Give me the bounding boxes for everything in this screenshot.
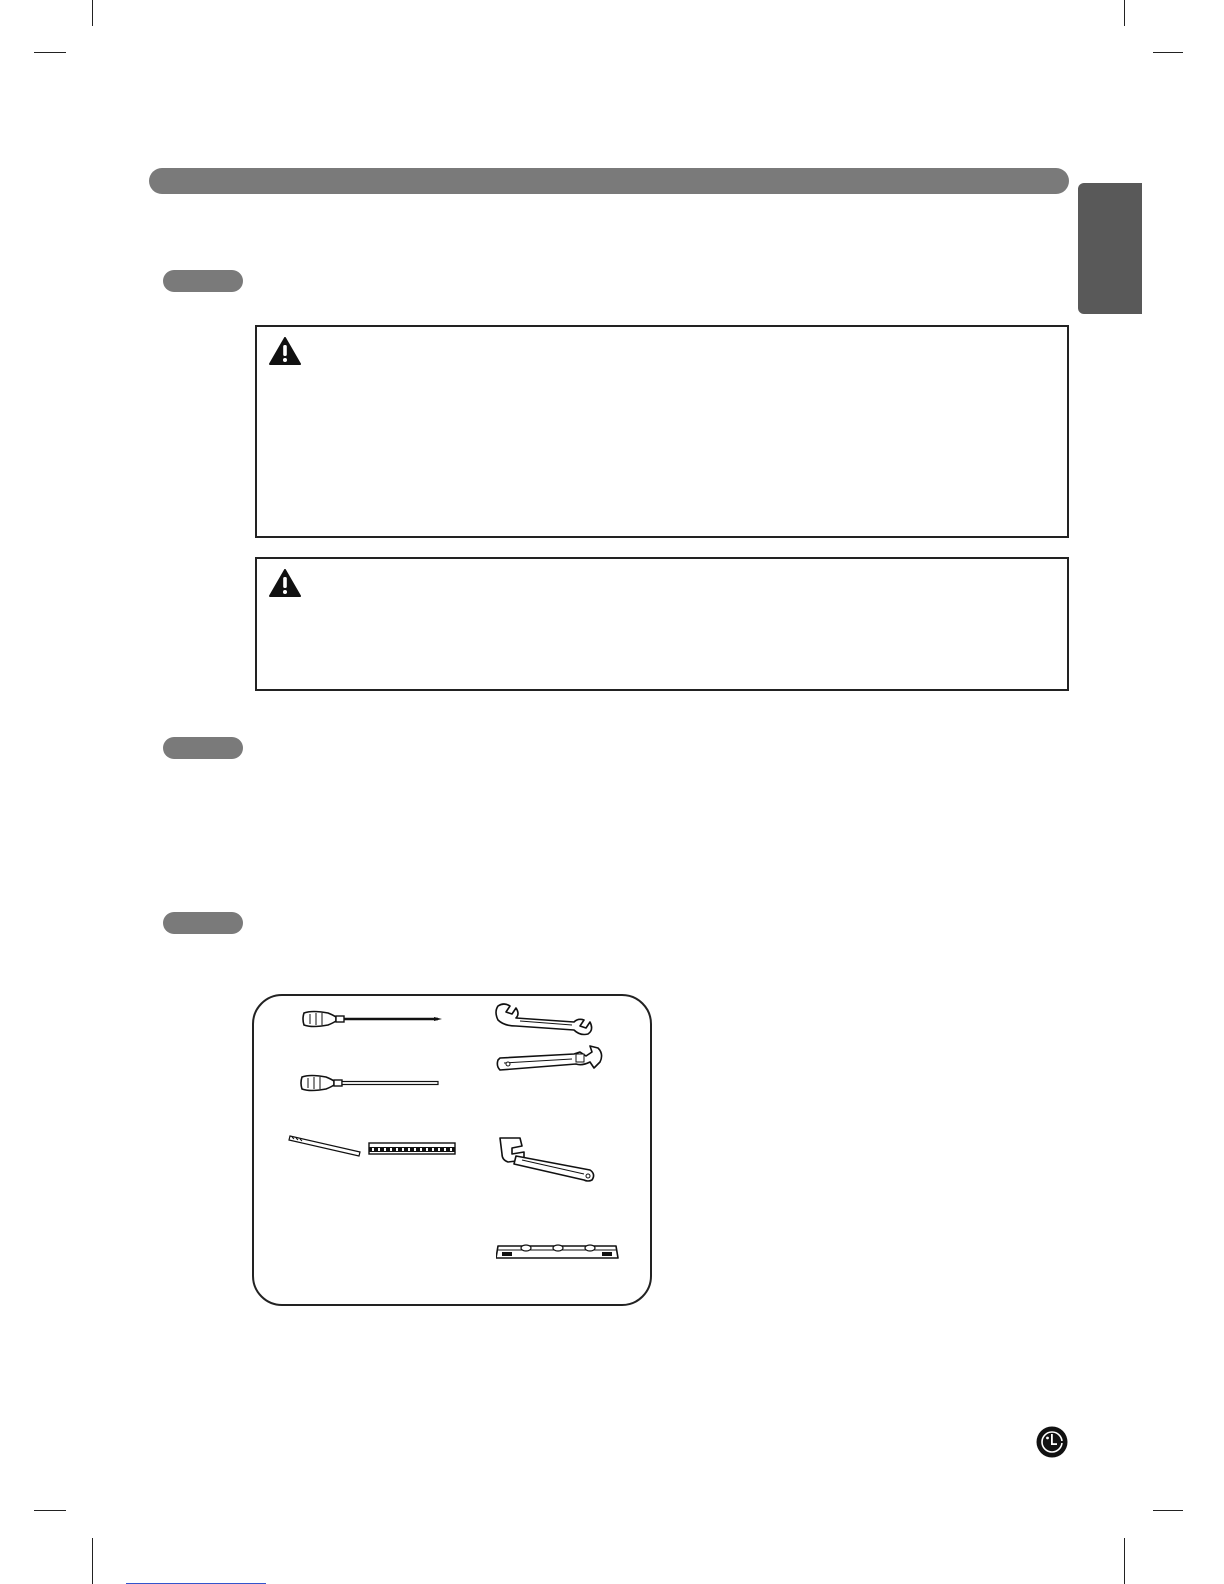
lg-logo-icon xyxy=(1036,1426,1068,1458)
warning-box-1 xyxy=(255,325,1069,538)
phillips-screwdriver-icon xyxy=(298,1006,448,1032)
crop-mark xyxy=(1153,1510,1183,1511)
tools-panel xyxy=(252,994,652,1306)
warning-triangle-icon xyxy=(269,337,301,365)
section-1-pill xyxy=(163,270,243,292)
drill-bit-icon xyxy=(286,1132,364,1158)
level-icon xyxy=(496,1240,620,1260)
crop-mark xyxy=(1124,1538,1125,1584)
flat-screwdriver-icon xyxy=(296,1070,446,1096)
pipe-wrench-icon xyxy=(494,1134,598,1184)
open-end-wrench-icon xyxy=(494,1000,596,1036)
section-2-pill xyxy=(163,737,243,759)
crop-mark xyxy=(34,52,66,53)
crop-mark xyxy=(34,1510,66,1511)
crop-mark xyxy=(1153,52,1183,53)
section-3-pill xyxy=(163,912,243,934)
crop-mark xyxy=(92,0,93,26)
crop-mark xyxy=(92,1538,93,1584)
warning-triangle-icon xyxy=(269,569,301,597)
chapter-side-tab xyxy=(1078,183,1142,314)
tape-measure-icon xyxy=(368,1142,456,1156)
crop-mark xyxy=(1124,0,1125,26)
adjustable-wrench-icon xyxy=(494,1044,606,1078)
warning-box-2 xyxy=(255,557,1069,691)
section-header-bar xyxy=(149,168,1069,194)
